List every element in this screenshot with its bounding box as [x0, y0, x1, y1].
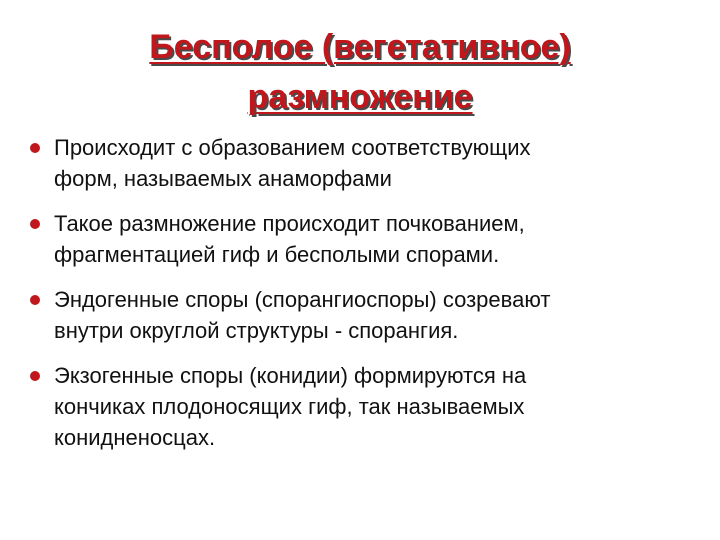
slide-title-line-2: размножение — [247, 78, 473, 116]
slide-title — [60, 22, 660, 122]
bullet-text: кончиках плодоносящих гиф, так называемых — [54, 394, 525, 419]
bullet-text: внутри округлой структуры - спорангия. — [54, 318, 459, 343]
bullet-text: Такое размножение происходит почкованием, — [54, 211, 525, 236]
bullet-dot-icon — [30, 295, 40, 305]
bullet-text: фрагментацией гиф и бесполыми спорами. — [54, 242, 500, 267]
bullet-item-2 — [28, 208, 698, 270]
slide-title-line-1: Бесполое (вегетативное) — [149, 28, 571, 66]
bullet-item-3 — [28, 284, 698, 346]
bullet-text: Эндогенные споры (спорангиоспоры) созревают — [54, 287, 551, 312]
bullet-dot-icon — [30, 371, 40, 381]
bullet-dot-icon — [30, 143, 40, 153]
bullet-dot-icon — [30, 219, 40, 229]
bullet-item-1 — [28, 132, 698, 194]
bullet-text: Экзогенные споры (конидии) формируются на — [54, 363, 527, 388]
bullet-item-4 — [28, 360, 698, 453]
bullet-text: конидненосцах. — [54, 425, 216, 450]
bullet-text: форм, называемых анаморфами — [54, 166, 392, 191]
bullet-text: Происходит с образованием соответствующих — [54, 135, 531, 160]
bullet-list — [28, 132, 698, 467]
